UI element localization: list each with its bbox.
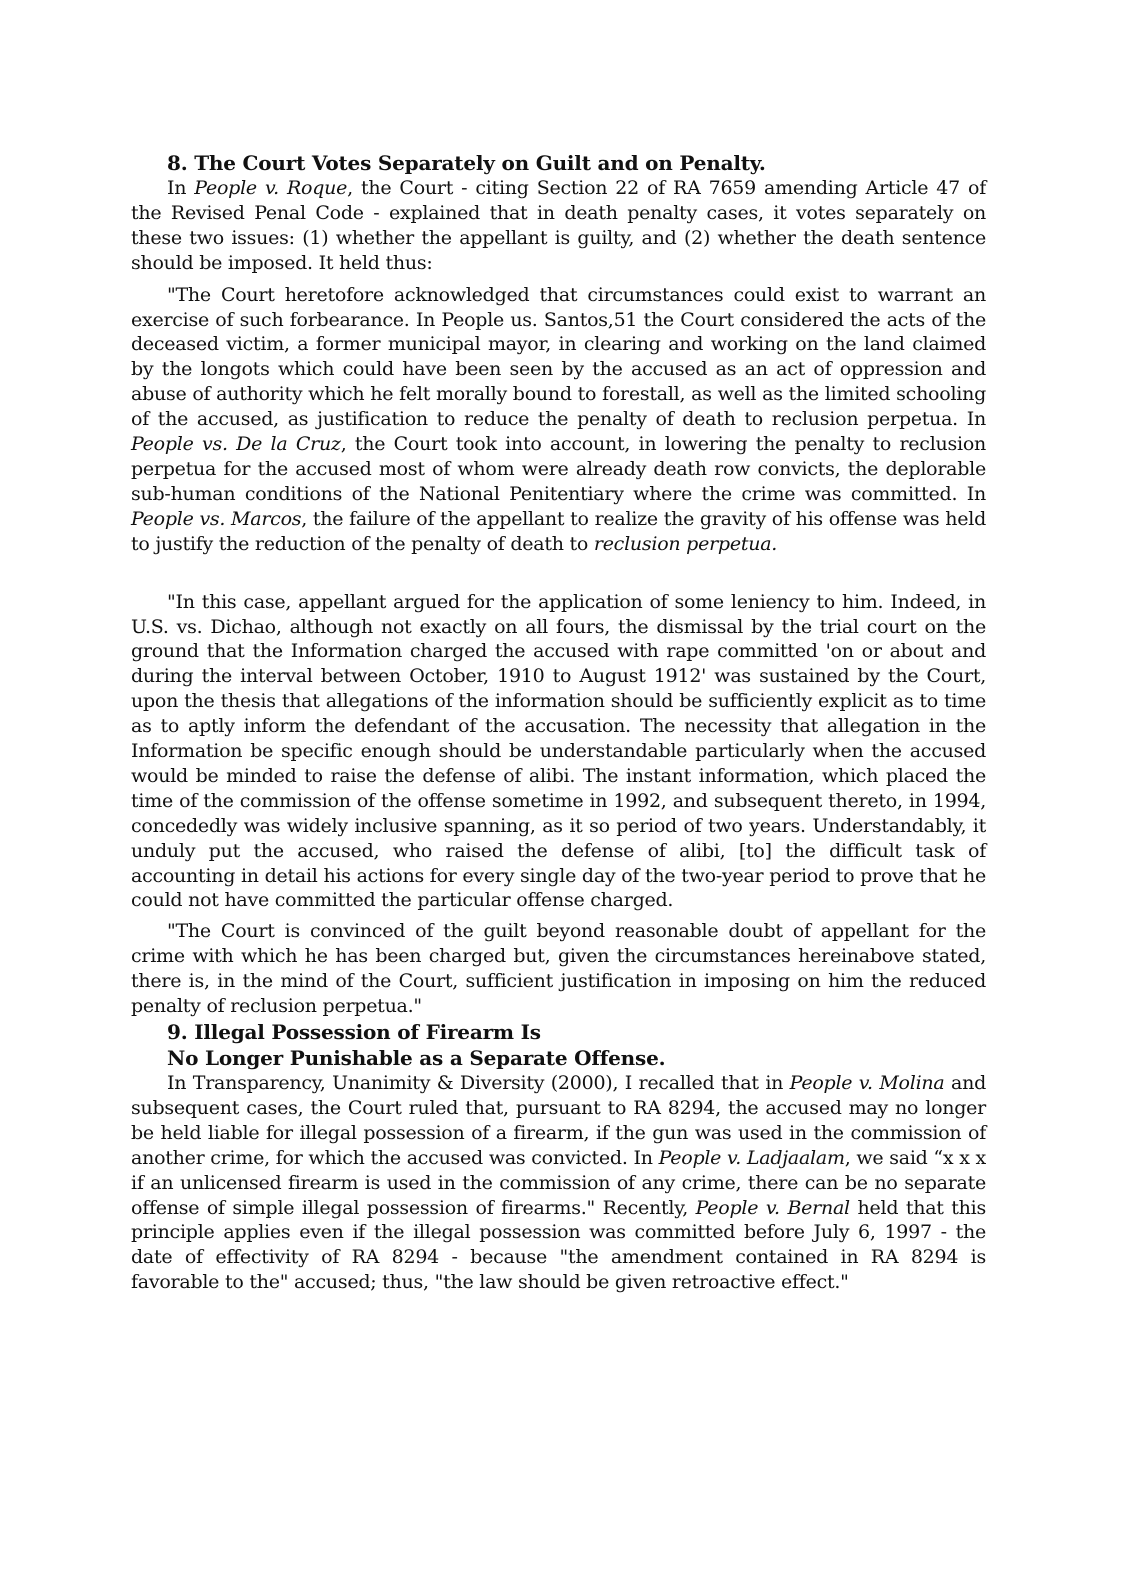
case-citation: reclusion perpetua. [593,532,778,555]
section-9-heading-line-1: 9. Illegal Possession of Firearm Is [167,1020,541,1044]
section-9-heading-line-2: No Longer Punishable as a Separate Offense. [167,1046,666,1070]
section-8-intro-paragraph: In People v. Roque, the Court - citing Section 22 of RA 7659 amending Article 47 of the Revised Penal Code - explained that in death penalty cases, it votes separately on these two issues: (1) whether the appellant is guilty, and (2) whether the death sentence should be imposed. It held thus: [131,177,986,274]
quote-paragraph-2: "In this case, appellant argued for the application of some leniency to him. Indeed, in U.S. vs. Dichao, although not exactly on all fours, the dismissal by the trial court on the ground that the Information charged the accused with rape committed 'on or about and during the interval between October, 1910 to August 1912' was sustained by the Court, upon the thesis that allegations of the information should be sufficiently explicit as to time as to aptly inform the defendant of the accusation. The necessity that allegation in the Information be specific enough should be understandable particularly when the accused would be minded to raise the defense of alibi. The instant information, which placed the time of the commission of the offense sometime in 1992, and subsequent thereto, in 1994, concededly was widely inclusive spanning, as it so period of two years. Understandably, it unduly put the accused, who raised the defense of alibi, [to] the difficult task of accounting in detail his actions for every single day of the two-year period to prove that he could not have committed the particular offense charged. [131,590,986,912]
page-content [131,150,986,1295]
case-citation: People v. Roque [194,177,348,199]
case-citation: People vs. Marcos [131,507,302,530]
quote-paragraph-1: "The Court heretofore acknowledged that circumstances could exist to warrant an exercise of such forbearance. In People us. Santos,51 the Court considered the acts of the deceased victim, a former municipal mayor, in clearing and working on the land claimed by the longots which could have been seen by the accused as an act of oppression and abuse of authority which he felt morally bound to forestall, as well as the limited schooling of the accused, as justification to reduce the penalty of death to reclusion perpetua. In People vs. De la Cruz, the Court took into account, in lowering the penalty to reclusion perpetua for the accused most of whom were already death row convicts, the deplorable sub-human conditions of the National Penitentiary where the crime was committed. In People vs. Marcos, the failure of the appellant to realize the gravity of his offense was held to justify the reduction of the penalty of death to reclusion perpetua. [131,283,987,555]
case-citation: People v. Molina [789,1072,945,1094]
case-citation: People v. Bernal [695,1196,850,1219]
section-9-body-paragraph: In Transparency, Unanimity & Diversity (2000), I recalled that in People v. Molina and subsequent cases, the Court ruled that, pursuant to RA 8294, the accused may no longer be held liable for illegal possession of a firearm, if the gun was used in the commission of another crime, for which the accused was convicted. In People v. Ladjaalam, we said “x x x if an unlicensed firearm is used in the commission of any crime, there can be no separate offense of simple illegal possession of firearms." Recently, People v. Bernal held that this principle applies even if the illegal possession was committed before July 6, 1997 - the date of effectivity of RA 8294 - because "the amendment contained in RA 8294 is favorable to the" accused; thus, "the law should be given retroactive effect." [131,1072,986,1294]
case-citation: People v. Ladjaalam [658,1146,845,1169]
case-citation: People vs. De la Cruz [131,433,341,456]
quote-paragraph-3: "The Court is convinced of the guilt beyond reasonable doubt of appellant for the crime with which he has been charged but, given the circumstances hereinabove stated, there is, in the mind of the Court, sufficient justification in imposing on him the reduced penalty of reclusion perpetua." [131,920,986,1018]
section-8-heading: 8. The Court Votes Separately on Guilt and on Penalty. [167,151,766,175]
